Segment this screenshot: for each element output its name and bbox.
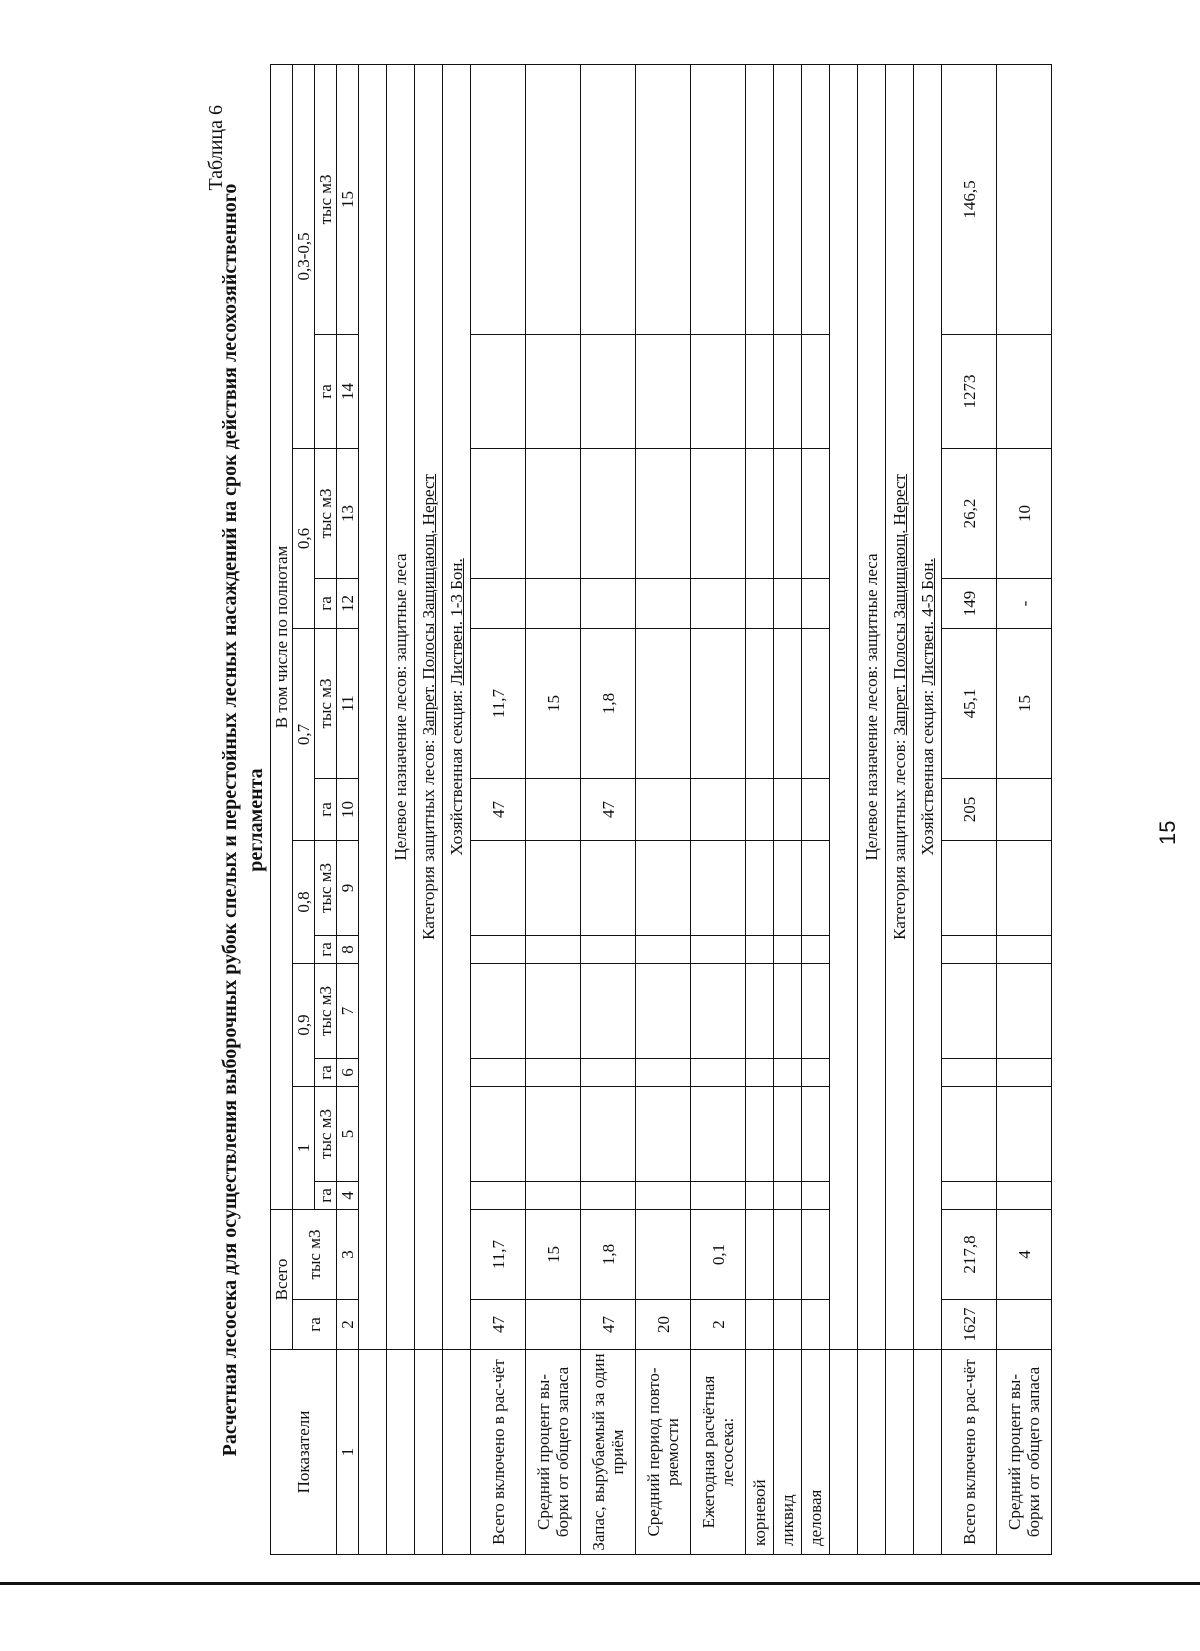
table-cell: [691, 335, 746, 449]
table-cell: [997, 841, 1052, 936]
table-cell: [691, 936, 746, 964]
table-row: [997, 64, 1052, 1554]
table-cell: [802, 1182, 830, 1210]
table-cell: [636, 1087, 691, 1182]
column-number: 3: [337, 1210, 359, 1300]
table-cell: [746, 449, 774, 579]
table-cell: [802, 1059, 830, 1087]
table-cell: [774, 936, 802, 964]
table-cell: [942, 841, 997, 936]
category-row: [886, 64, 914, 1349]
category-value: Запрет. Полосы Защищающ. Нерест: [890, 474, 909, 736]
table-cell: 15: [526, 1210, 581, 1300]
table-cell: [526, 1300, 581, 1350]
table-cell: [802, 779, 830, 841]
table-cell: 15: [526, 629, 581, 779]
category-value: Запрет. Полосы Защищающ. Нерест: [419, 474, 438, 736]
unit-ha: га: [315, 779, 337, 841]
table-cell: 20: [636, 1300, 691, 1350]
table-cell: [526, 64, 581, 334]
table-cell: [471, 335, 526, 449]
column-number: 6: [337, 1059, 359, 1087]
table-cell: [691, 1087, 746, 1182]
table-cell: [774, 1210, 802, 1300]
table-cell: 149: [942, 579, 997, 629]
allowable-cut-table: [270, 64, 1052, 1555]
table-row: [691, 64, 746, 1554]
table-cell: [526, 579, 581, 629]
table-cell: [526, 449, 581, 579]
column-number: 5: [337, 1087, 359, 1182]
header-density-06: 0,6: [293, 449, 315, 629]
blank-cell: [359, 64, 387, 1349]
table-cell: [774, 1087, 802, 1182]
table-cell: [636, 779, 691, 841]
table-cell: [802, 449, 830, 579]
unit-m3: тыс м3: [315, 841, 337, 936]
column-number: 2: [337, 1300, 359, 1350]
table-row: [746, 64, 774, 1554]
table-cell: 45,1: [942, 629, 997, 779]
row-label: Ежегодная расчётная лесосека:: [691, 1350, 746, 1555]
table-cell: [636, 964, 691, 1059]
table-cell: [636, 335, 691, 449]
table-cell: [746, 964, 774, 1059]
table-cell: [691, 1182, 746, 1210]
table-cell: 146,5: [942, 64, 997, 334]
table-cell: 217,8: [942, 1210, 997, 1300]
table-row: [636, 64, 691, 1554]
table-cell: [774, 1182, 802, 1210]
table-cell: [746, 1210, 774, 1300]
unit-ha: га: [315, 579, 337, 629]
table-cell: [997, 1182, 1052, 1210]
table-cell: [997, 1059, 1052, 1087]
table-cell: [746, 1300, 774, 1350]
header-density-08: 0,8: [293, 841, 315, 964]
economic-section-row: [914, 64, 942, 1349]
table-cell: [636, 629, 691, 779]
header-density-1: 1: [293, 1087, 315, 1210]
table-cell: [942, 1059, 997, 1087]
table-cell: [997, 779, 1052, 841]
table-cell: [581, 936, 636, 964]
table-cell: [997, 1087, 1052, 1182]
row-label: ликвид: [774, 1350, 802, 1555]
column-number: 13: [337, 449, 359, 579]
unit-ha: га: [315, 1182, 337, 1210]
table-cell: [997, 936, 1052, 964]
table-cell: [802, 936, 830, 964]
table-cell: [471, 1059, 526, 1087]
table-cell: [802, 1210, 830, 1300]
table-cell: [581, 1059, 636, 1087]
table-cell: [746, 579, 774, 629]
table-cell: [774, 629, 802, 779]
table-cell: [471, 449, 526, 579]
table-row: [802, 64, 830, 1554]
table-row: [942, 64, 997, 1554]
table-caption: Таблица 6: [205, 105, 227, 191]
table-cell: 47: [581, 1300, 636, 1350]
table-cell: [636, 1059, 691, 1087]
table-cell: [636, 841, 691, 936]
table-cell: 26,2: [942, 449, 997, 579]
table-cell: [802, 64, 830, 334]
section-value: Листвен. 4-5 Бон.: [918, 558, 937, 686]
table-cell: [942, 936, 997, 964]
table-cell: [802, 1087, 830, 1182]
column-number: 4: [337, 1182, 359, 1210]
table-cell: [581, 335, 636, 449]
table-row: [526, 64, 581, 1554]
table-cell: [636, 579, 691, 629]
table-cell: [802, 629, 830, 779]
table-cell: [691, 1059, 746, 1087]
blank-cell: [886, 1350, 914, 1555]
title-line-1: Расчетная лесосека для осуществления выборочных рубок спелых и перестойных лесных насаждений на срок действия лесохозяйственного: [219, 183, 241, 1457]
unit-m3: тыс м3: [315, 1087, 337, 1182]
table-cell: [471, 964, 526, 1059]
unit-m3: тыс м3: [315, 449, 337, 579]
table-cell: 1273: [942, 335, 997, 449]
table-cell: [774, 964, 802, 1059]
header-density-03-05: 0,3-0,5: [293, 64, 315, 448]
table-cell: 47: [471, 1300, 526, 1350]
blank-cell: [914, 1350, 942, 1555]
table-cell: [942, 1182, 997, 1210]
purpose-row: Целевое назначение лесов: защитные леса: [858, 64, 886, 1349]
table-cell: [774, 579, 802, 629]
table-cell: [636, 936, 691, 964]
column-number: 8: [337, 936, 359, 964]
table-cell: [471, 1087, 526, 1182]
table-cell: 0,1: [691, 1210, 746, 1300]
table-cell: [997, 64, 1052, 334]
row-label: Запас, вырубаемый за один приём: [581, 1350, 636, 1555]
table-cell: [471, 841, 526, 936]
column-number: 15: [337, 64, 359, 334]
table-cell: [636, 1182, 691, 1210]
document-title: [217, 65, 269, 1575]
row-label: деловая: [802, 1350, 830, 1555]
table-cell: [691, 779, 746, 841]
table-cell: [526, 335, 581, 449]
title-line-2: регламента: [245, 768, 267, 872]
table-cell: [691, 629, 746, 779]
table-cell: [774, 335, 802, 449]
table-cell: [802, 841, 830, 936]
table-cell: [746, 335, 774, 449]
table-cell: [581, 579, 636, 629]
table-cell: [581, 1182, 636, 1210]
unit-m3: тыс м3: [315, 64, 337, 334]
table-cell: [802, 964, 830, 1059]
table-cell: [774, 779, 802, 841]
table-cell: [581, 1087, 636, 1182]
table-cell: [691, 964, 746, 1059]
table-cell: [746, 936, 774, 964]
header-density-09: 0,9: [293, 964, 315, 1087]
table-cell: [746, 1182, 774, 1210]
table-cell: [774, 841, 802, 936]
row-label: Средний период повто-ряемости: [636, 1350, 691, 1555]
section-prefix: Хозяйственная секция:: [918, 685, 937, 856]
table-cell: [581, 64, 636, 334]
table-cell: [802, 579, 830, 629]
table-cell: 11,7: [471, 629, 526, 779]
table-cell: 47: [581, 779, 636, 841]
column-number: 10: [337, 779, 359, 841]
table-cell: [581, 449, 636, 579]
table-cell: [526, 964, 581, 1059]
table-cell: [997, 964, 1052, 1059]
table-cell: [636, 449, 691, 579]
table-cell: [942, 1087, 997, 1182]
blank-cell: [387, 1350, 415, 1555]
column-number: 9: [337, 841, 359, 936]
bottom-rule: [0, 1582, 1200, 1585]
table-cell: 1,8: [581, 629, 636, 779]
table-cell: [636, 1210, 691, 1300]
table-cell: [746, 779, 774, 841]
category-row: [415, 64, 443, 1349]
section-value: Листвен. 1-3 Бон.: [447, 558, 466, 686]
table-cell: 1,8: [581, 1210, 636, 1300]
blank-cell: [415, 1350, 443, 1555]
category-prefix: Категория защитных лесов:: [890, 735, 909, 940]
table-cell: [471, 936, 526, 964]
table-cell: [997, 335, 1052, 449]
table-cell: [526, 779, 581, 841]
row-label: Средний процент вы-борки от общего запаса: [997, 1350, 1052, 1555]
table-cell: [691, 64, 746, 334]
table-cell: [997, 1300, 1052, 1350]
column-number: 7: [337, 964, 359, 1059]
table-cell: [746, 64, 774, 334]
blank-cell: [858, 1350, 886, 1555]
header-indicators: Показатели: [271, 1350, 337, 1555]
unit-ha: га: [315, 936, 337, 964]
table-cell: [942, 964, 997, 1059]
table-cell: [774, 1059, 802, 1087]
blank-cell: [830, 64, 858, 1349]
row-label: корневой: [746, 1350, 774, 1555]
purpose-row: Целевое назначение лесов: защитные леса: [387, 64, 415, 1349]
row-label: Средний процент вы-борки от общего запаса: [526, 1350, 581, 1555]
table-cell: [691, 841, 746, 936]
table-cell: 2: [691, 1300, 746, 1350]
table-cell: [802, 335, 830, 449]
table-cell: -: [997, 579, 1052, 629]
row-label: Всего включено в рас-чёт: [471, 1350, 526, 1555]
table-cell: 205: [942, 779, 997, 841]
table-cell: 10: [997, 449, 1052, 579]
table-cell: 11,7: [471, 1210, 526, 1300]
header-total: Всего: [271, 1210, 293, 1350]
table-row: [581, 64, 636, 1554]
blank-cell: [830, 1350, 858, 1555]
table-cell: 47: [471, 779, 526, 841]
table-row: [774, 64, 802, 1554]
blank-cell: [443, 1350, 471, 1555]
table-cell: 15: [997, 629, 1052, 779]
header-by-density: В том числе по полнотам: [271, 64, 293, 1209]
table-cell: 1627: [942, 1300, 997, 1350]
table-row: [471, 64, 526, 1554]
header-total-m3: тыс м3: [293, 1210, 337, 1300]
column-number: 12: [337, 579, 359, 629]
category-prefix: Категория защитных лесов:: [419, 735, 438, 940]
unit-m3: тыс м3: [315, 629, 337, 779]
table-cell: [746, 1059, 774, 1087]
column-number: 1: [337, 1350, 359, 1555]
unit-m3: тыс м3: [315, 964, 337, 1059]
table-cell: 4: [997, 1210, 1052, 1300]
page-number: 15: [1155, 820, 1180, 845]
economic-section-row: [443, 64, 471, 1349]
table-cell: [691, 449, 746, 579]
unit-ha: га: [315, 1059, 337, 1087]
table-cell: [471, 1182, 526, 1210]
table-cell: [774, 449, 802, 579]
table-cell: [526, 1182, 581, 1210]
section-prefix: Хозяйственная секция:: [447, 685, 466, 856]
column-number: 14: [337, 335, 359, 449]
rotated-content: [205, 65, 1190, 1575]
row-label: Всего включено в рас-чёт: [942, 1350, 997, 1555]
table-cell: [802, 1300, 830, 1350]
column-number: 11: [337, 629, 359, 779]
table-cell: [774, 64, 802, 334]
table-cell: [526, 841, 581, 936]
blank-cell: [359, 1350, 387, 1555]
table-cell: [526, 1087, 581, 1182]
table-cell: [471, 64, 526, 334]
header-total-ha: га: [293, 1300, 337, 1350]
table-cell: [691, 579, 746, 629]
header-density-07: 0,7: [293, 629, 315, 841]
table-cell: [774, 1300, 802, 1350]
table-cell: [581, 841, 636, 936]
unit-ha: га: [315, 335, 337, 449]
table-cell: [526, 1059, 581, 1087]
table-cell: [636, 64, 691, 334]
table-cell: [746, 1087, 774, 1182]
table-cell: [746, 841, 774, 936]
table-cell: [581, 964, 636, 1059]
table-cell: [526, 936, 581, 964]
table-cell: [471, 579, 526, 629]
table-cell: [746, 629, 774, 779]
